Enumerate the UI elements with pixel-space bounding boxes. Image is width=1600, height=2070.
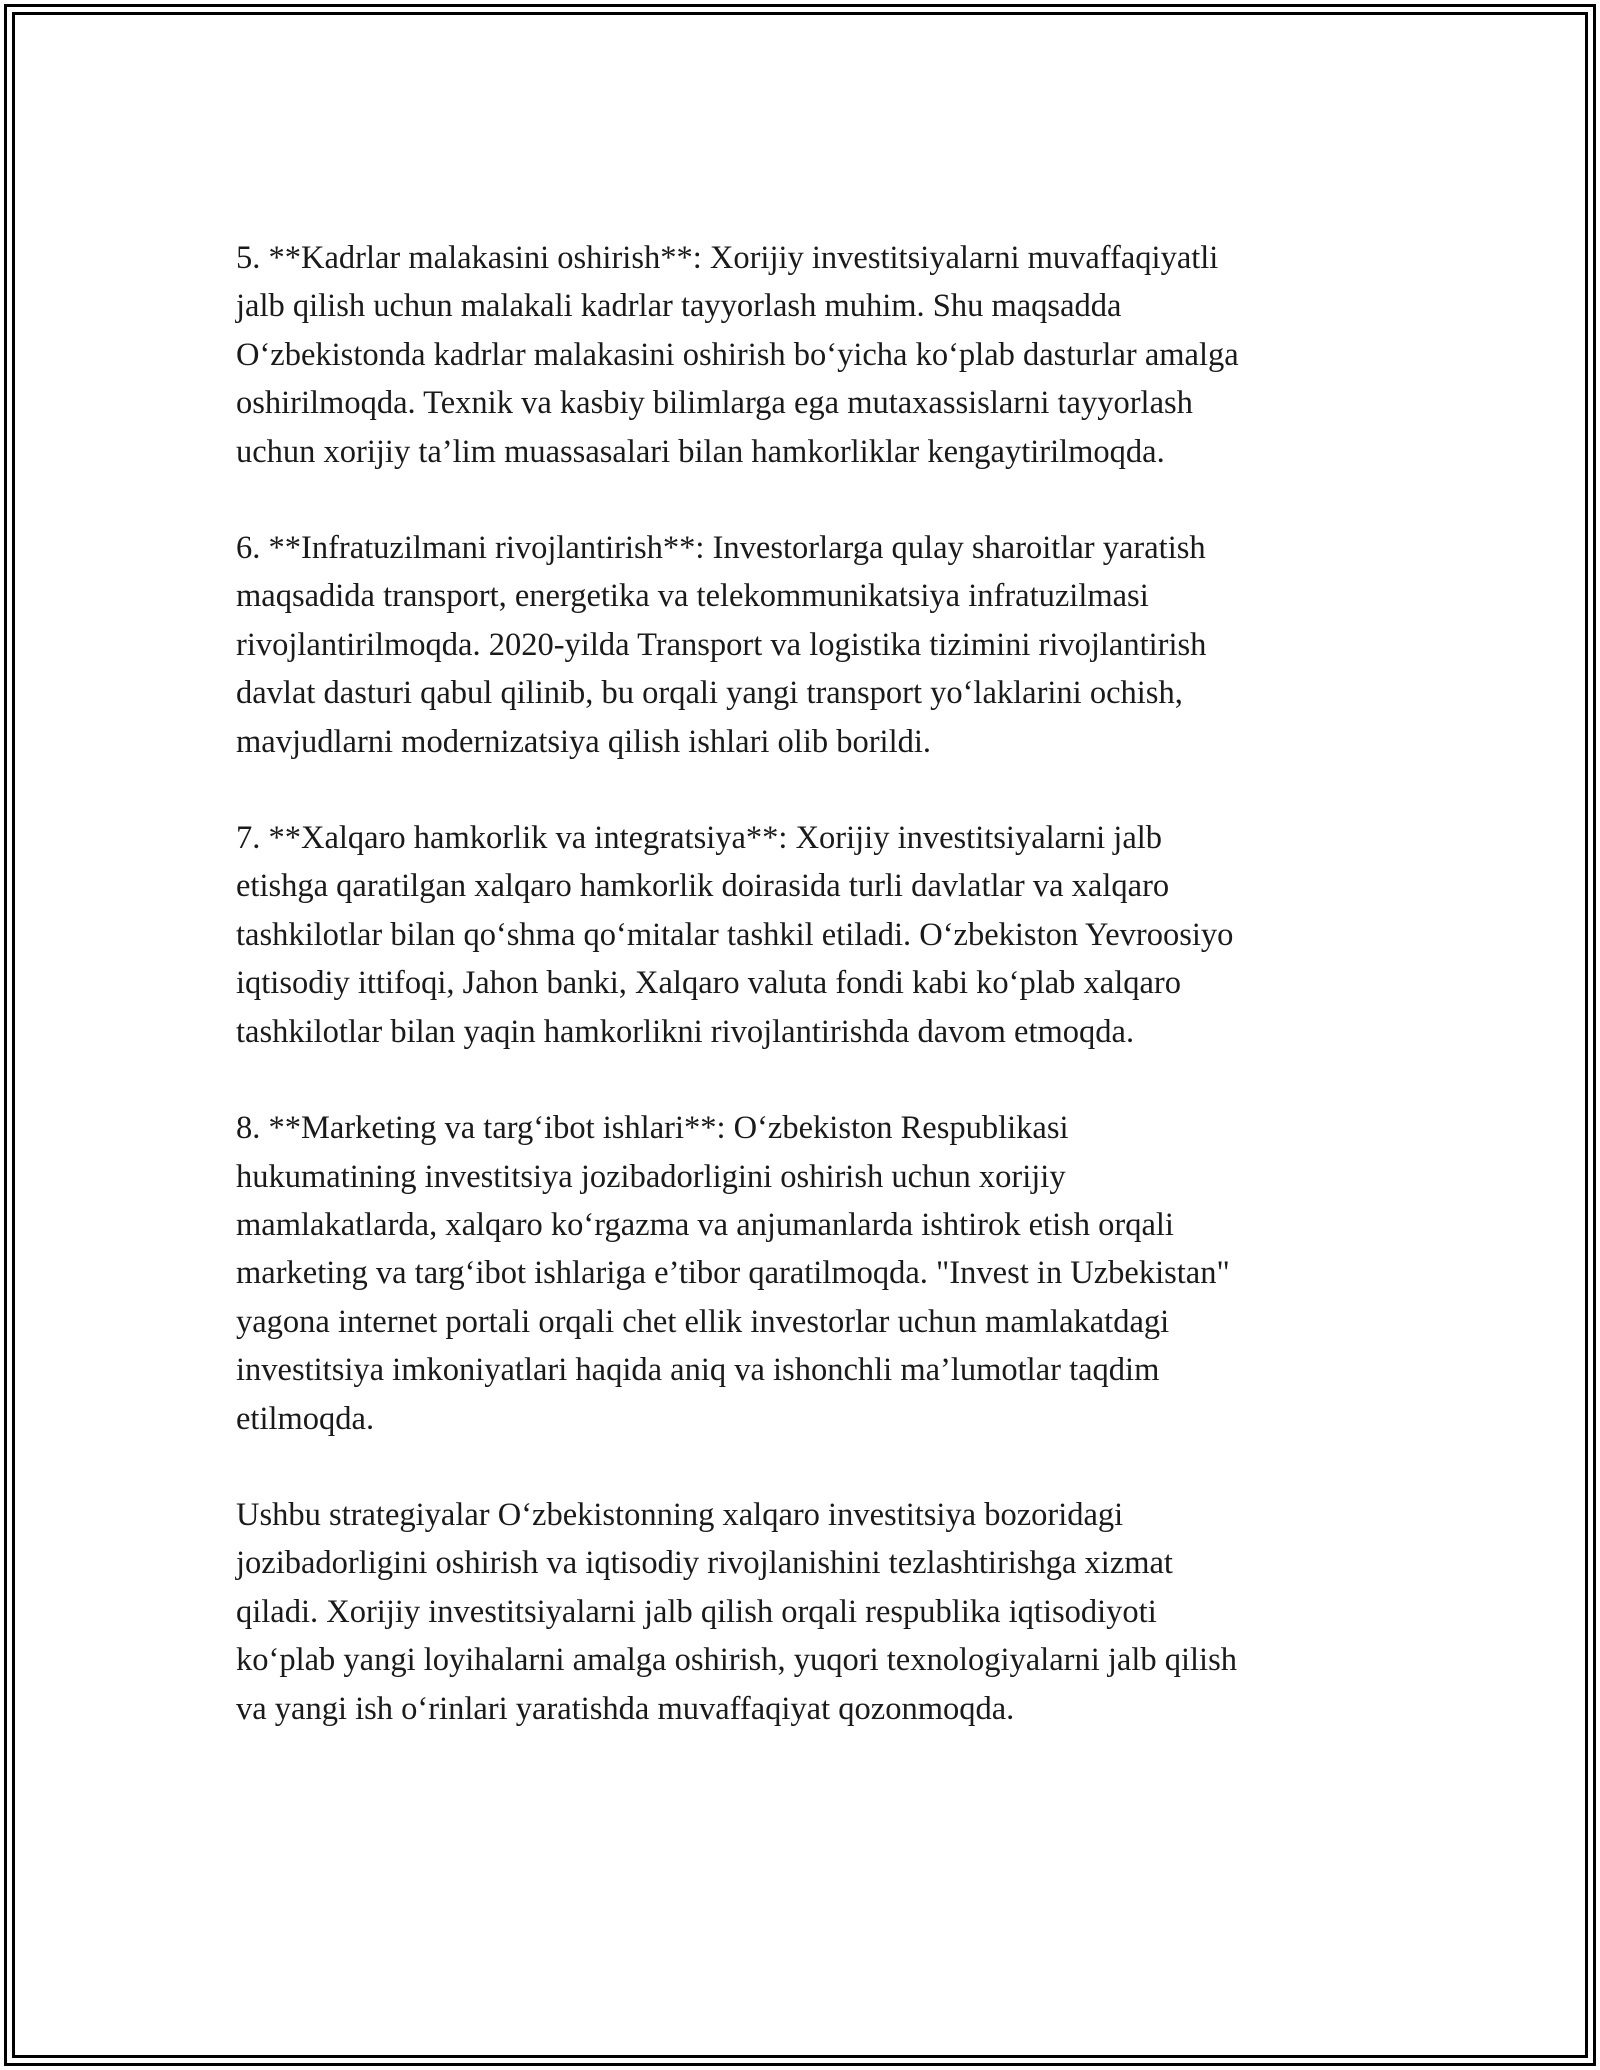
text-line: davlat dasturi qabul qilinib, bu orqali yangi transport yo‘laklarini ochish, <box>236 675 1183 712</box>
text-line: O‘zbekistonda kadrlar malakasini oshirish bo‘yicha ko‘plab dasturlar amalga <box>236 336 1239 373</box>
text-line: etilmoqda. <box>236 1400 375 1437</box>
paragraph-infratuzilma <box>236 524 1376 766</box>
text-line: jalb qilish uchun malakali kadrlar tayyorlash muhim. Shu maqsadda <box>236 288 1122 325</box>
text-line: 8. **Marketing va targ‘ibot ishlari**: O‘zbekiston Respublikasi <box>236 1110 1069 1147</box>
text-line: Ushbu strategiyalar O‘zbekistonning xalqaro investitsiya bozoridagi <box>236 1496 1124 1533</box>
text-line: 6. **Infratuzilmani rivojlantirish**: Investorlarga qulay sharoitlar yaratish <box>236 530 1206 567</box>
text-line: hukumatining investitsiya jozibadorligini oshirish uchun xorijiy <box>236 1158 1066 1195</box>
text-line: maqsadida transport, energetika va telekommunikatsiya infratuzilmasi <box>236 578 1149 615</box>
text-line: tashkilotlar bilan yaqin hamkorlikni rivojlantirishda davom etmoqda. <box>236 1013 1135 1050</box>
text-line: mavjudlarni modernizatsiya qilish ishlari olib borildi. <box>236 723 932 760</box>
text-line: jozibadorligini oshirish va iqtisodiy rivojlanishini tezlashtirishga xizmat <box>236 1545 1173 1582</box>
text-line: rivojlantirilmoqda. 2020-yilda Transport va logistika tizimini rivojlantirish <box>236 626 1207 663</box>
paragraph-marketing <box>236 1104 1376 1443</box>
paragraph-xalqaro-hamkorlik <box>236 814 1376 1056</box>
text-line: qiladi. Xorijiy investitsiyalarni jalb qilish orqali respublika iqtisodiyoti <box>236 1593 1157 1630</box>
text-line: etishga qaratilgan xalqaro hamkorlik doirasida turli davlatlar va xalqaro <box>236 868 1170 905</box>
text-line: uchun xorijiy ta’lim muassasalari bilan hamkorliklar kengaytirilmoqda. <box>236 433 1165 470</box>
document-body <box>236 234 1376 1733</box>
text-line: va yangi ish o‘rinlari yaratishda muvaffaqiyat qozonmoqda. <box>236 1690 1015 1727</box>
text-line: 5. **Kadrlar malakasini oshirish**: Xorijiy investitsiyalarni muvaffaqiyatli <box>236 240 1219 276</box>
paragraph-kadrlar <box>236 234 1376 476</box>
text-line: mamlakatlarda, xalqaro ko‘rgazma va anjumanlarda ishtirok etish orqali <box>236 1206 1174 1243</box>
text-line: ko‘plab yangi loyihalarni amalga oshirish, yuqori texnologiyalarni jalb qilish <box>236 1642 1237 1679</box>
text-line: 7. **Xalqaro hamkorlik va integratsiya**: Xorijiy investitsiyalarni jalb <box>236 820 1163 857</box>
text-line: investitsiya imkoniyatlari haqida aniq va ishonchli ma’lumotlar taqdim <box>236 1352 1160 1389</box>
text-line: tashkilotlar bilan qo‘shma qo‘mitalar tashkil etiladi. O‘zbekiston Yevroosiyo <box>236 916 1234 953</box>
text-line: iqtisodiy ittifoqi, Jahon banki, Xalqaro valuta fondi kabi ko‘plab xalqaro <box>236 965 1182 1002</box>
paragraph-conclusion <box>236 1491 1376 1733</box>
text-line: yagona internet portali orqali chet ellik investorlar uchun mamlakatdagi <box>236 1303 1170 1340</box>
text-line: marketing va targ‘ibot ishlariga e’tibor qaratilmoqda. "Invest in Uzbekistan" <box>236 1255 1230 1292</box>
text-line: oshirilmoqda. Texnik va kasbiy bilimlarga ega mutaxassislarni tayyorlash <box>236 385 1193 422</box>
